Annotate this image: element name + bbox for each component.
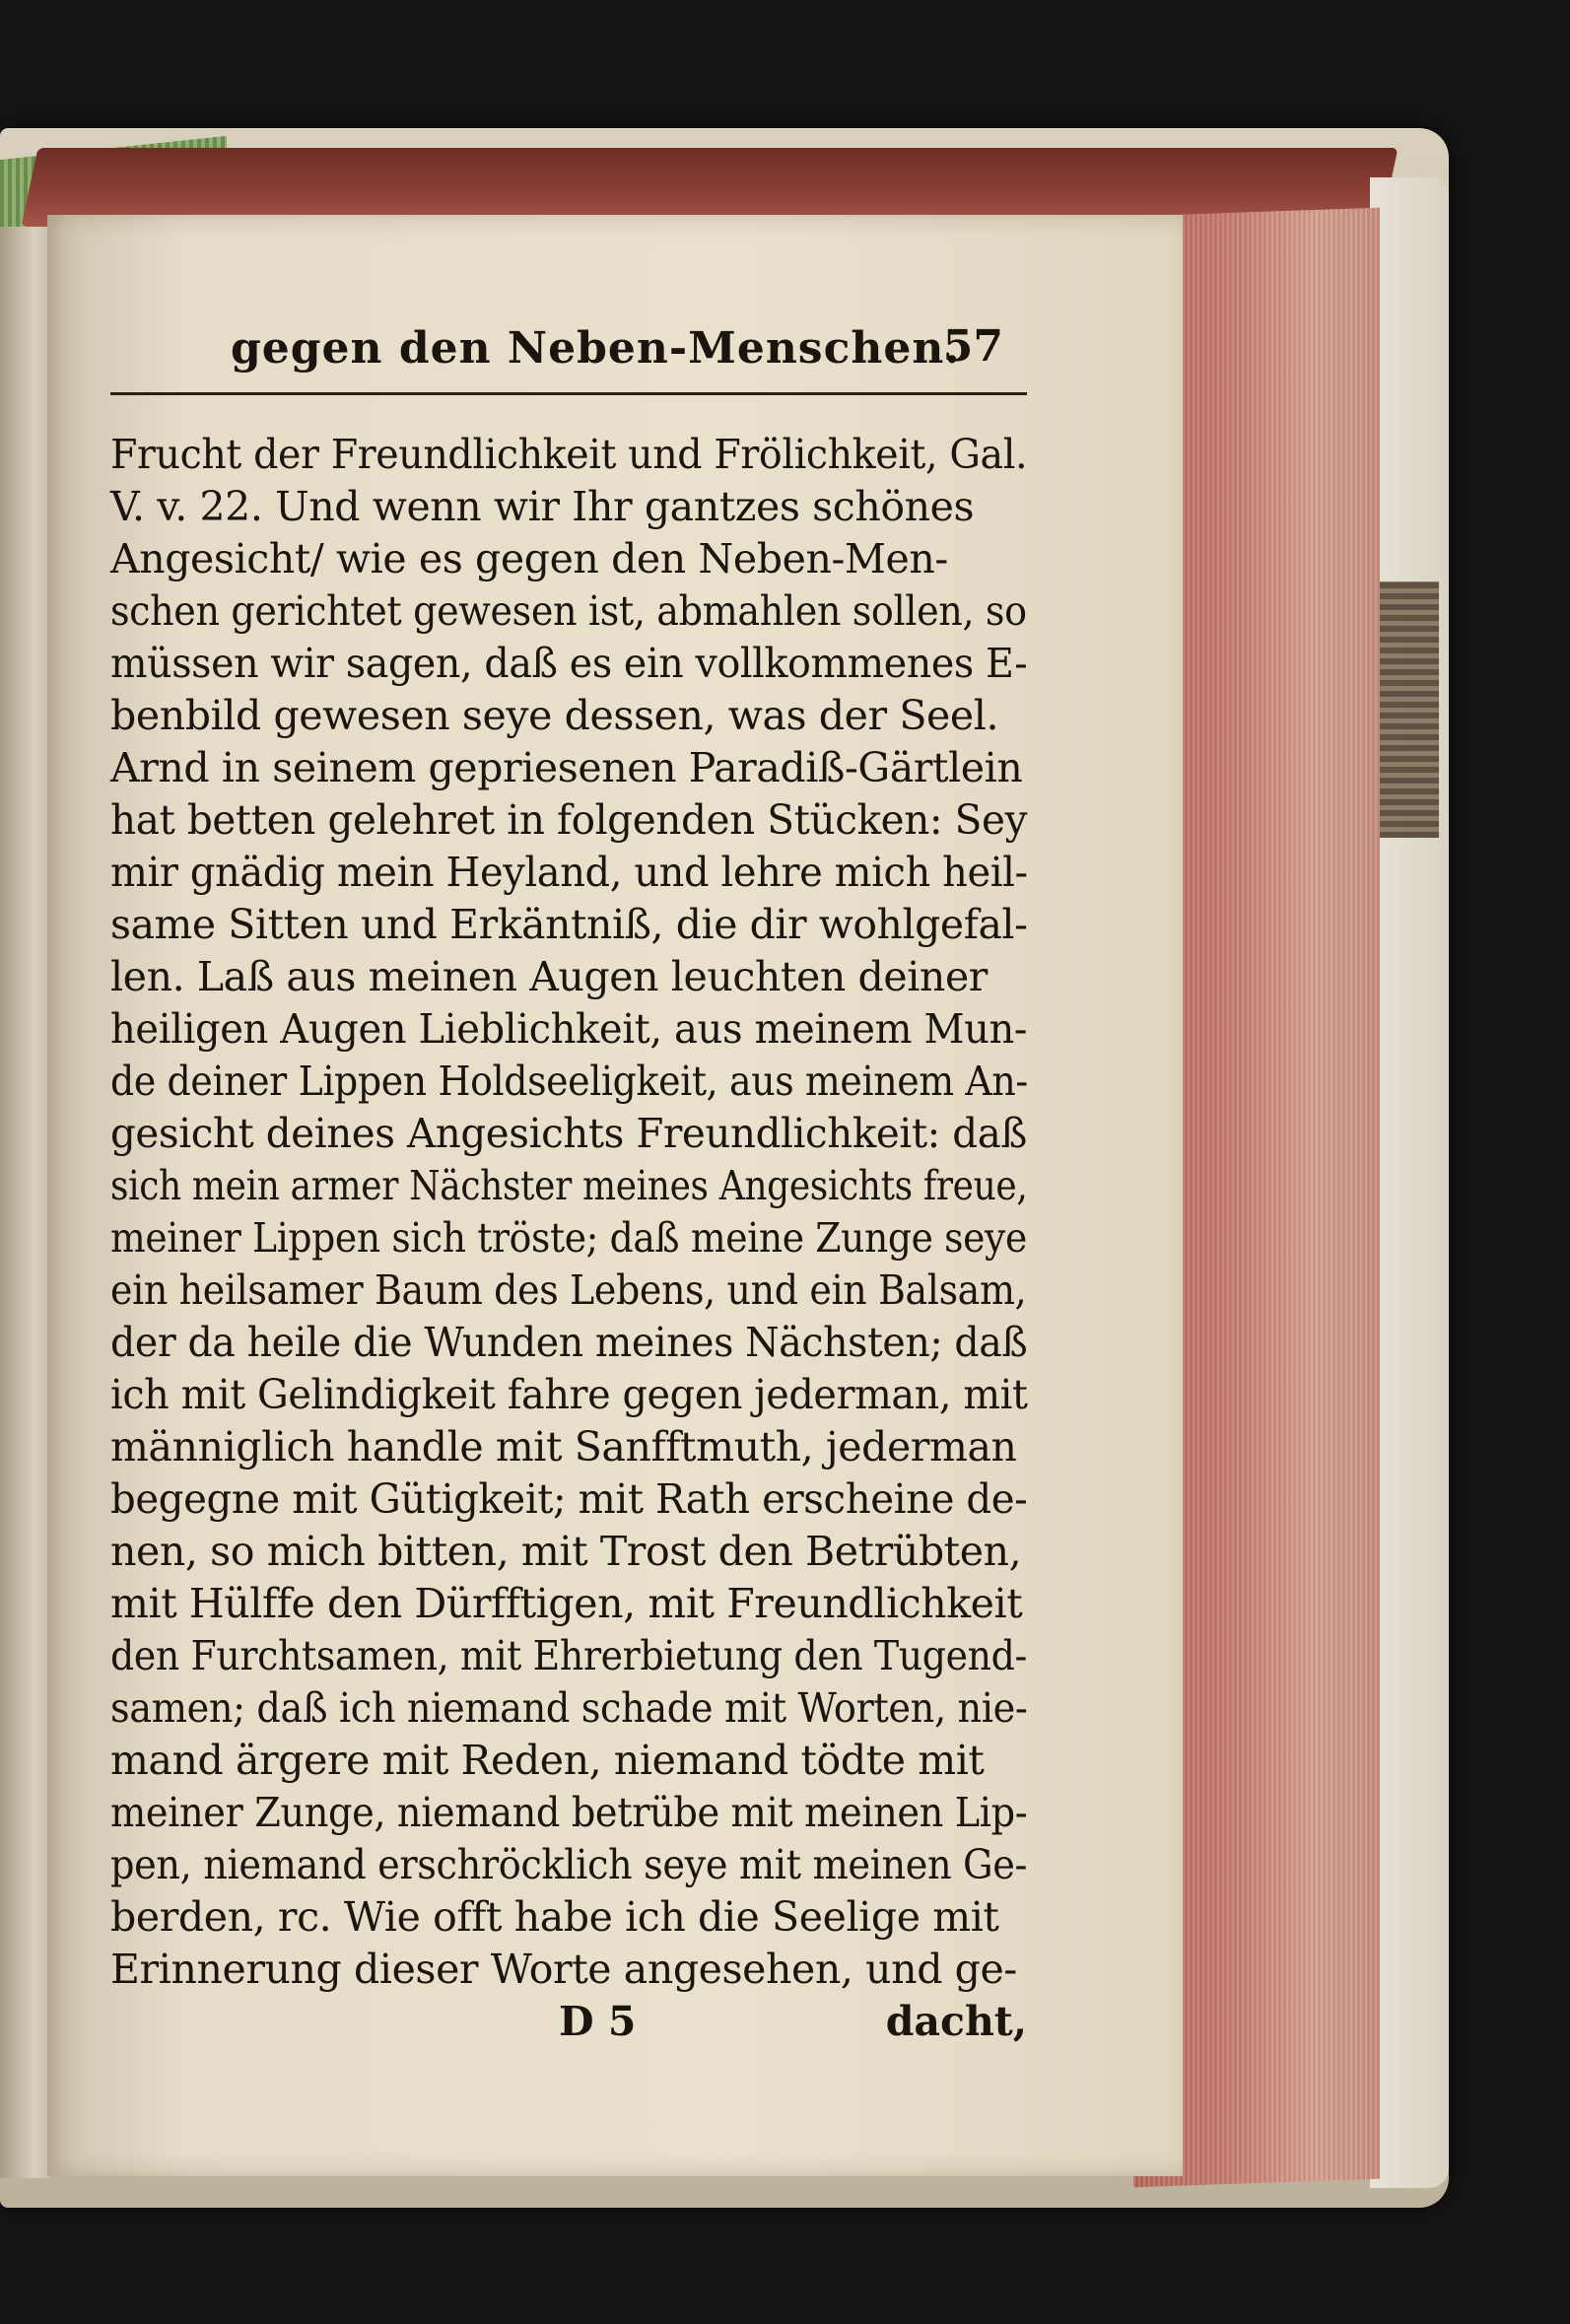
text-line: ein heilsamer Baum des Lebens, und ein Balsam, [110, 1266, 1027, 1314]
page-header [110, 313, 1027, 395]
text-line: nen, so mich bitten, mit Trost den Betrübten, [110, 1528, 1022, 1575]
text-line: müssen wir sagen, daß es ein vollkommenes E- [110, 640, 1028, 687]
catchword: dacht, [885, 1998, 1027, 2045]
text-line: len. Laß aus meinen Augen leuchten deiner [110, 953, 989, 1000]
text-line: den Furchtsamen, mit Ehrerbietung den Tugend- [110, 1632, 1027, 1679]
text-line: ich mit Gelindigkeit fahre gegen jederman, mit [110, 1371, 1028, 1418]
text-line: Angesicht/ wie es gegen den Neben-Men- [110, 535, 948, 582]
text-line: der da heile die Wunden meines Nächsten; daß [110, 1319, 1028, 1366]
running-title: gegen den Neben-Menschen. [231, 323, 961, 374]
text-line: Arnd in seinem gepriesenen Paradiß-Gärtlein [110, 744, 1023, 791]
facing-page-edge [0, 227, 49, 2178]
page-footer [110, 1998, 1027, 2053]
page-number: 57 [942, 321, 1003, 372]
text-line: begegne mit Gütigkeit; mit Rath erscheine de- [110, 1475, 1028, 1523]
text-line: samen; daß ich niemand schade mit Worten, nie- [110, 1684, 1028, 1732]
cover-wear-mark [1380, 581, 1439, 838]
text-line: benbild gewesen seye dessen, was der Seel. [110, 692, 999, 739]
page-text-block [110, 313, 1027, 2053]
text-line: heiligen Augen Lieblichkeit, aus meinem Mun- [110, 1005, 1028, 1053]
text-line: V. v. 22. Und wenn wir Ihr gantzes schönes [110, 483, 975, 530]
signature-mark: D 5 [559, 1998, 637, 2045]
text-line: same Sitten und Erkäntniß, die dir wohlgefal- [110, 901, 1028, 948]
text-line: männiglich handle mit Sanfftmuth, jederman [110, 1423, 1017, 1470]
text-line: mit Hülffe den Dürfftigen, mit Freundlichkeit [110, 1580, 1023, 1627]
text-line: berden, rc. Wie offt habe ich die Seelige mit [110, 1893, 999, 1941]
text-line: meiner Zunge, niemand betrübe mit meinen Lip- [110, 1789, 1028, 1836]
text-line: Erinnerung dieser Worte angesehen, und ge- [110, 1946, 1017, 1993]
cover-fore-edge [1370, 177, 1449, 2188]
text-line: Frucht der Freundlichkeit und Frölichkeit, Gal. [110, 431, 1028, 478]
text-line: pen, niemand erschröcklich seye mit meinen Ge- [110, 1841, 1028, 1888]
text-line: sich mein armer Nächster meines Angesichts freue, [110, 1162, 1028, 1209]
text-line: de deiner Lippen Holdseeligkeit, aus meinem An- [110, 1058, 1028, 1105]
text-line: mand ärgere mit Reden, niemand tödte mit [110, 1737, 985, 1784]
text-line: gesicht deines Angesichts Freundlichkeit: daß [110, 1110, 1027, 1157]
text-line: hat betten gelehret in folgenden Stücken: Sey [110, 796, 1028, 844]
text-line: schen gerichtet gewesen ist, abmahlen sollen, so [110, 587, 1027, 635]
text-line: meiner Lippen sich tröste; daß meine Zunge seye [110, 1214, 1027, 1262]
text-line: mir gnädig mein Heyland, und lehre mich heil- [110, 849, 1028, 896]
